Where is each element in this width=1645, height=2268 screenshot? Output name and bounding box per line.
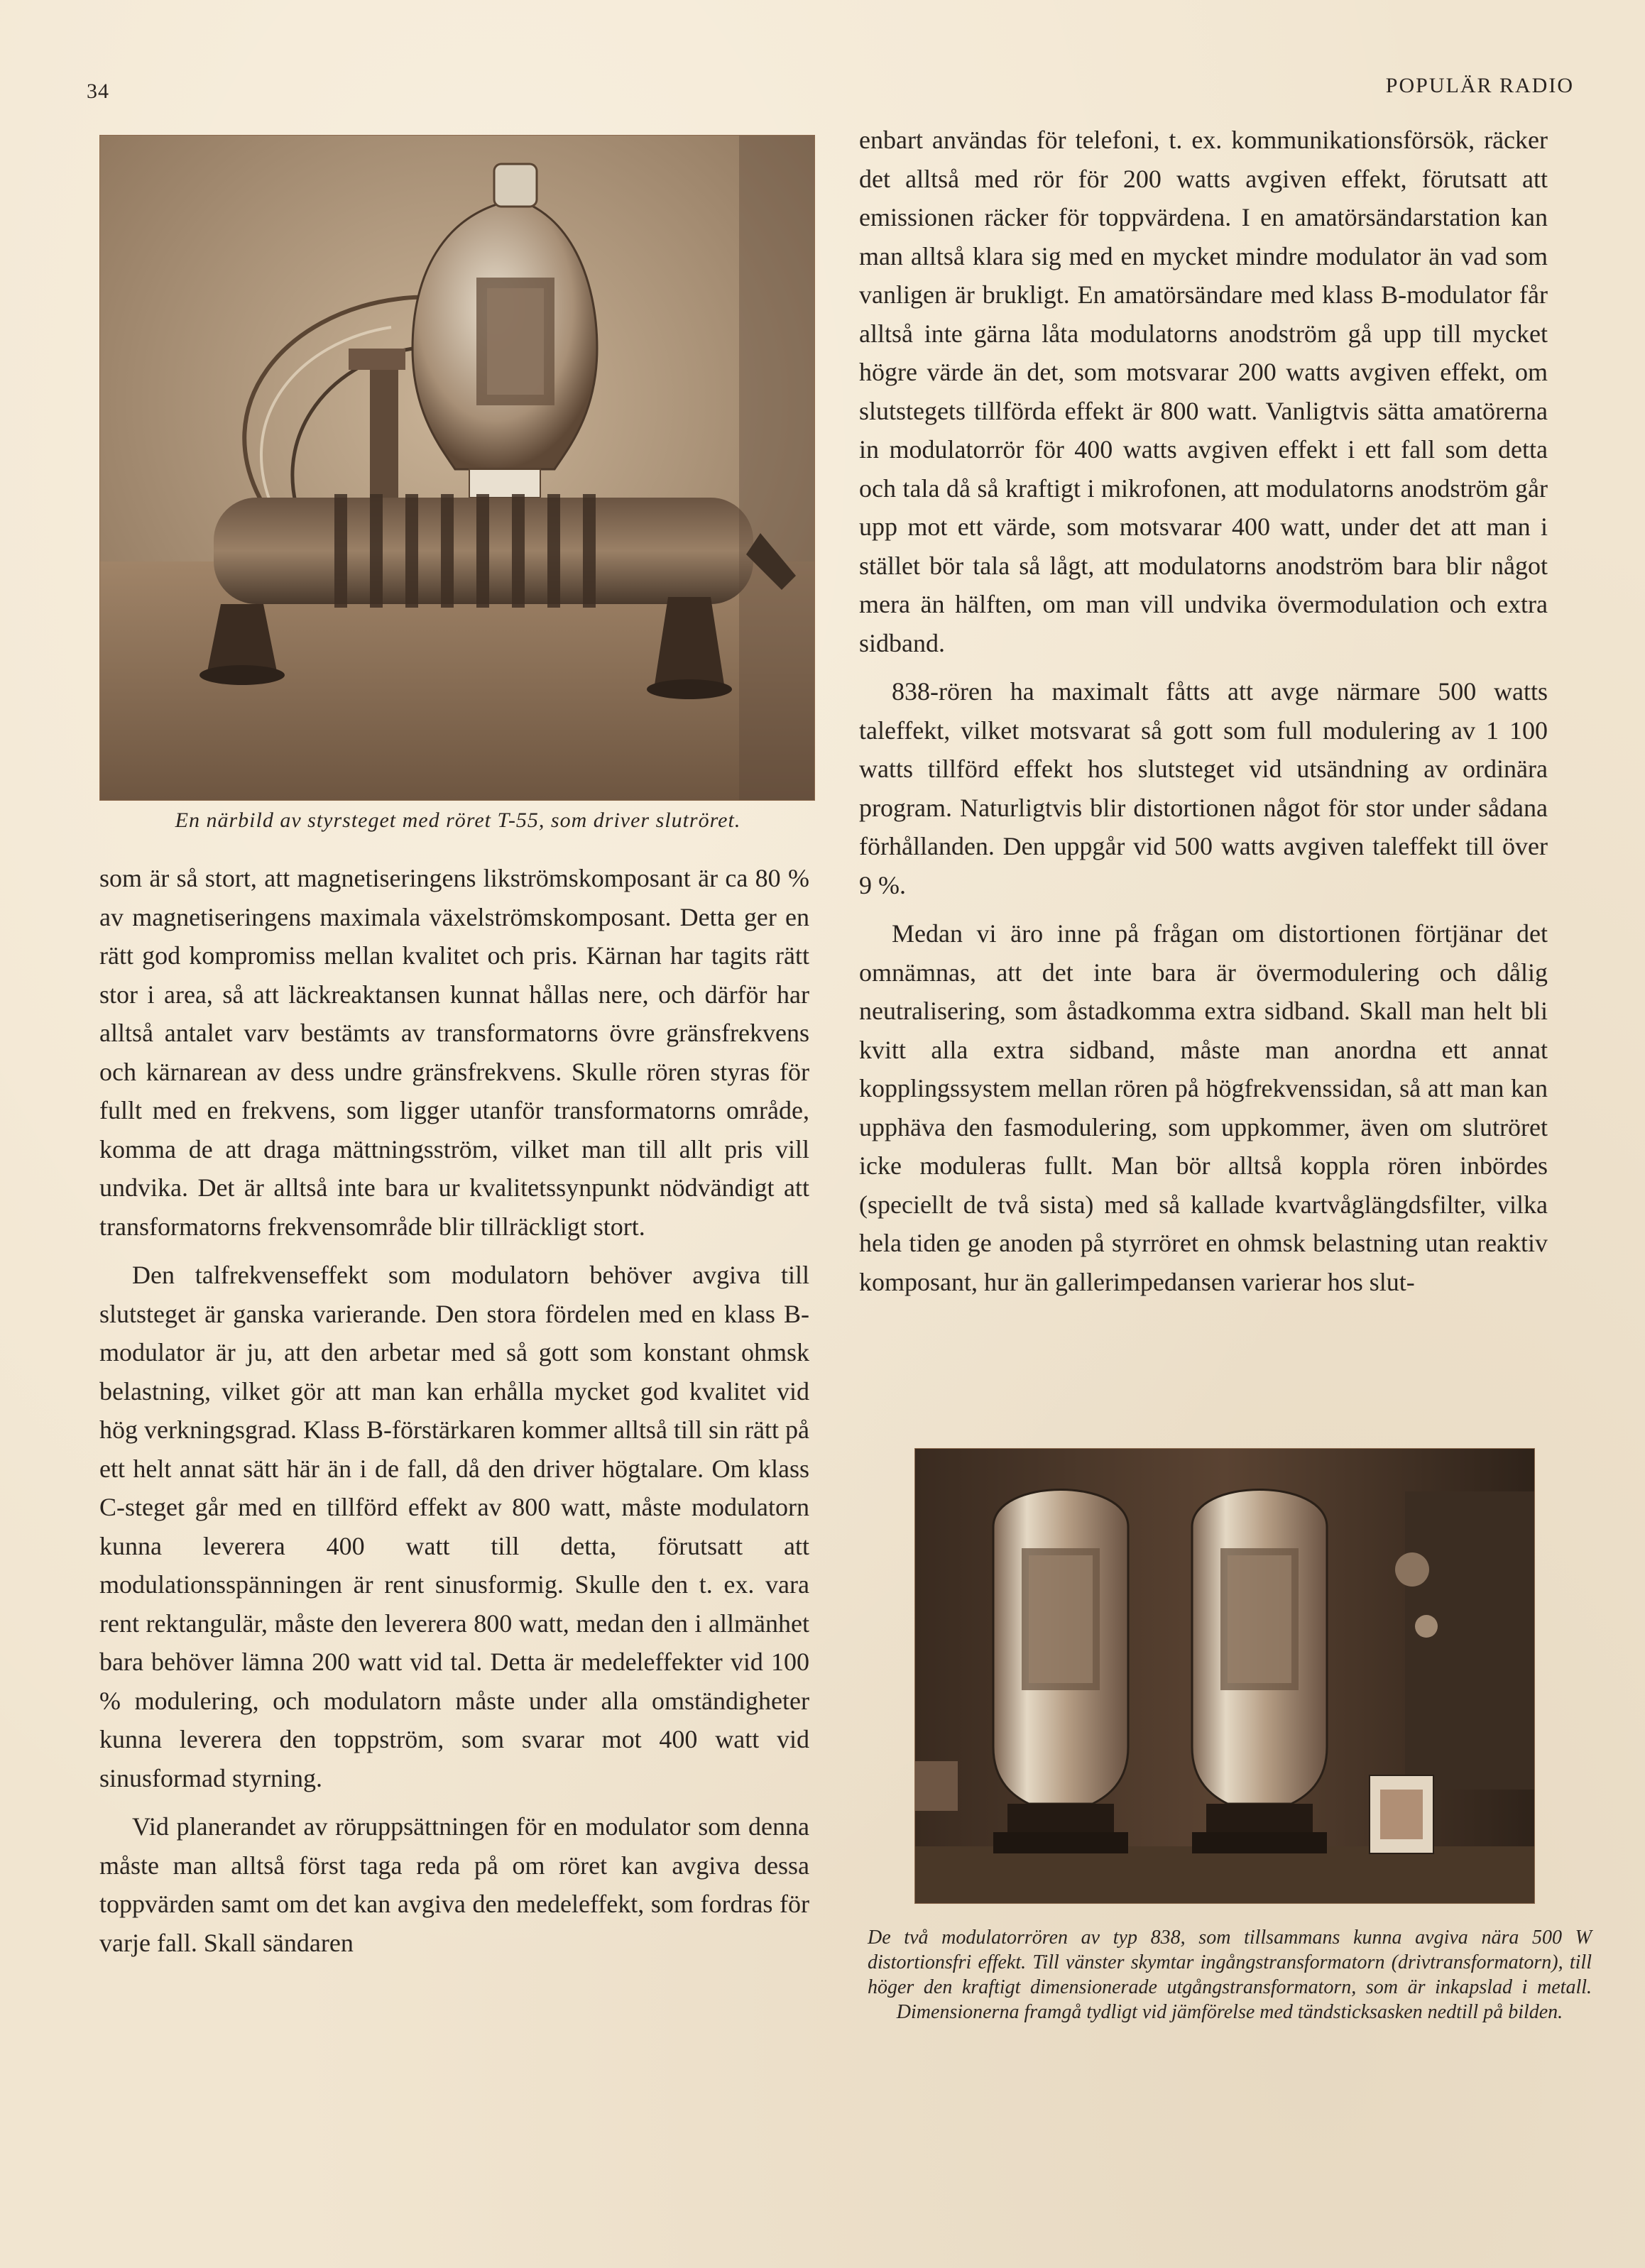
paragraph-left-1: som är så stort, att magnetiseringens likströmskomposant är ca 80 % av magnetiseringens maximala växelströmskomposant. Detta ger en rätt god kompromiss mellan kvalitet och pris. Kärnan har tagits rätt stor i area, så att läckreaktansen kunnat hållas nere, och därför har alltså antalet varv bestämts av transformatorns övre gränsfrekvens och kärnarean av dess undre gränsfrekvens. Skulle rören styras för fullt med en frekvens, som ligger utanför transformatorns område, komma de att draga mättningsström, vilket man till allt pris vill undvika. Det är alltså inte bara ur kvalitetssynpunkt nödvändigt att transformatorns frekvensområde blir tillräckligt stort. <box>99 864 809 1241</box>
right-column <box>859 121 1548 1301</box>
page-number: 34 <box>87 80 109 103</box>
photo-modulator-tubes-image <box>915 1449 1534 1903</box>
paragraph-right-3: Medan vi äro inne på frågan om distortionen förtjänar det omnämnas, att det inte bara är övermodulering och dålig neutralisering, som åstadkomma extra sidband. Skall man helt bli kvitt alla extra sidband, måste man anordna ett annat kopplingssystem mellan rören på högfrekvenssidan, så att man kan upphäva den fasmodulering, som uppkommer, även om slutröret icke moduleras fullt. Man bör alltså koppla rören inbördes (speciellt de två sista) med så kallade kvartvåglängdsfilter, vilka hela tiden ge anoden på styrröret en ohmsk belastning utan reaktiv komposant, hur än gallerimpedansen varierar hos slut- <box>859 919 1548 1296</box>
paragraph-left-2: Den talfrekvenseffekt som modulatorn behöver avgiva till slutsteget är ganska varierande. Den stora fördelen med en klass B-modulator är ju, att den arbetar med så gott som konstant ohmsk belastning, vilket gör att man kan erhålla mycket god kvalitet vid hög verkningsgrad. Klass B-förstärkaren kommer alltså till sin rätt på ett helt annat sätt här än i de fall, då den driver högtalare. Om klass C-steget går med en tillförd effekt av 800 watt, måste modulatorn kunna leverera 400 watt till detta, förutsatt att modulationsspänningen är rent sinusformig. Skulle den t. ex. vara rent rektangulär, måste den leverera 800 watt, medan den i allmänhet bara behöver lämna 200 watt vid tal. Detta är medeleffekter vid 100 % modulering, och modulatorn måste under alla omständigheter kunna leverera den toppström, som svarar mot 400 watt vid sinusformad styrning. <box>99 1261 809 1792</box>
paragraph-right-2: 838-rören ha maximalt fåtts att avge närmare 500 watts taleffekt, vilket motsvarat så gott som full modulering av 1 100 watts tillförd effekt hos slutsteget vid utsändning av ordinära program. Naturligtvis blir distortionen något för stor under sådana förhållanden. Den uppgår vid 500 watts avgiven taleffekt till över 9 %. <box>859 677 1548 899</box>
photo-modulator-tubes <box>914 1448 1535 1904</box>
paragraph-left-3: Vid planerandet av röruppsättningen för en modulator som denna måste man alltså först taga reda på om röret kan avgiva dessa toppvärden samt om det kan avgiva den medeleffekt, som fordras för varje fall. Skall sändaren <box>99 1812 809 1957</box>
photo-driver-stage-image <box>100 136 814 800</box>
paragraph-right-1: enbart användas för telefoni, t. ex. kommunikationsförsök, räcker det alltså med rör för 200 watts avgiven effekt, förutsatt att emissionen räcker för toppvärdena. I en amatörsändarstation kan man alltså klara sig med en mycket mindre modulator än vad som vanligen är brukligt. En amatörsändare med klass B-modulator får alltså inte gärna låta modulatorns anodström gå upp till mycket högre värde än det, som motsvarar 200 watts avgiven effekt, om slutstegets tillförda effekt är 800 watt. Vanligtvis sätta amatörerna in modulatorrör för 400 watts avgiven effekt i ett fall som detta och tala då så kraftigt i mikrofonen, att modulatorns anodström går upp mot ett värde, som motsvarar 400 watt, under det att man i stället bör tala så lågt, att modulatorns anodström bara blir något mera än hälften, om man vill undvika övermodulation och extra sidband. <box>859 126 1548 657</box>
photo-driver-stage <box>99 135 815 801</box>
running-head: POPULÄR RADIO <box>1385 74 1574 97</box>
photo-modulator-tubes-caption: De två modulatorrören av typ 838, som tillsammans kunna avgiva nära 500 W distortionsfri effekt. Till vänster skymtar ingångstransformatorn (drivtransformatorn), till höger den kraftigt dimensionerade utgångstransformatorn, som är inkapslad i metall. Dimensionerna framgå tydligt vid jämförelse med tändsticksasken nedtill på bilden. <box>868 1927 1592 2023</box>
left-column <box>99 859 809 1962</box>
photo-driver-stage-caption: En närbild av styrsteget med röret T-55, som driver slutröret. <box>175 809 741 832</box>
